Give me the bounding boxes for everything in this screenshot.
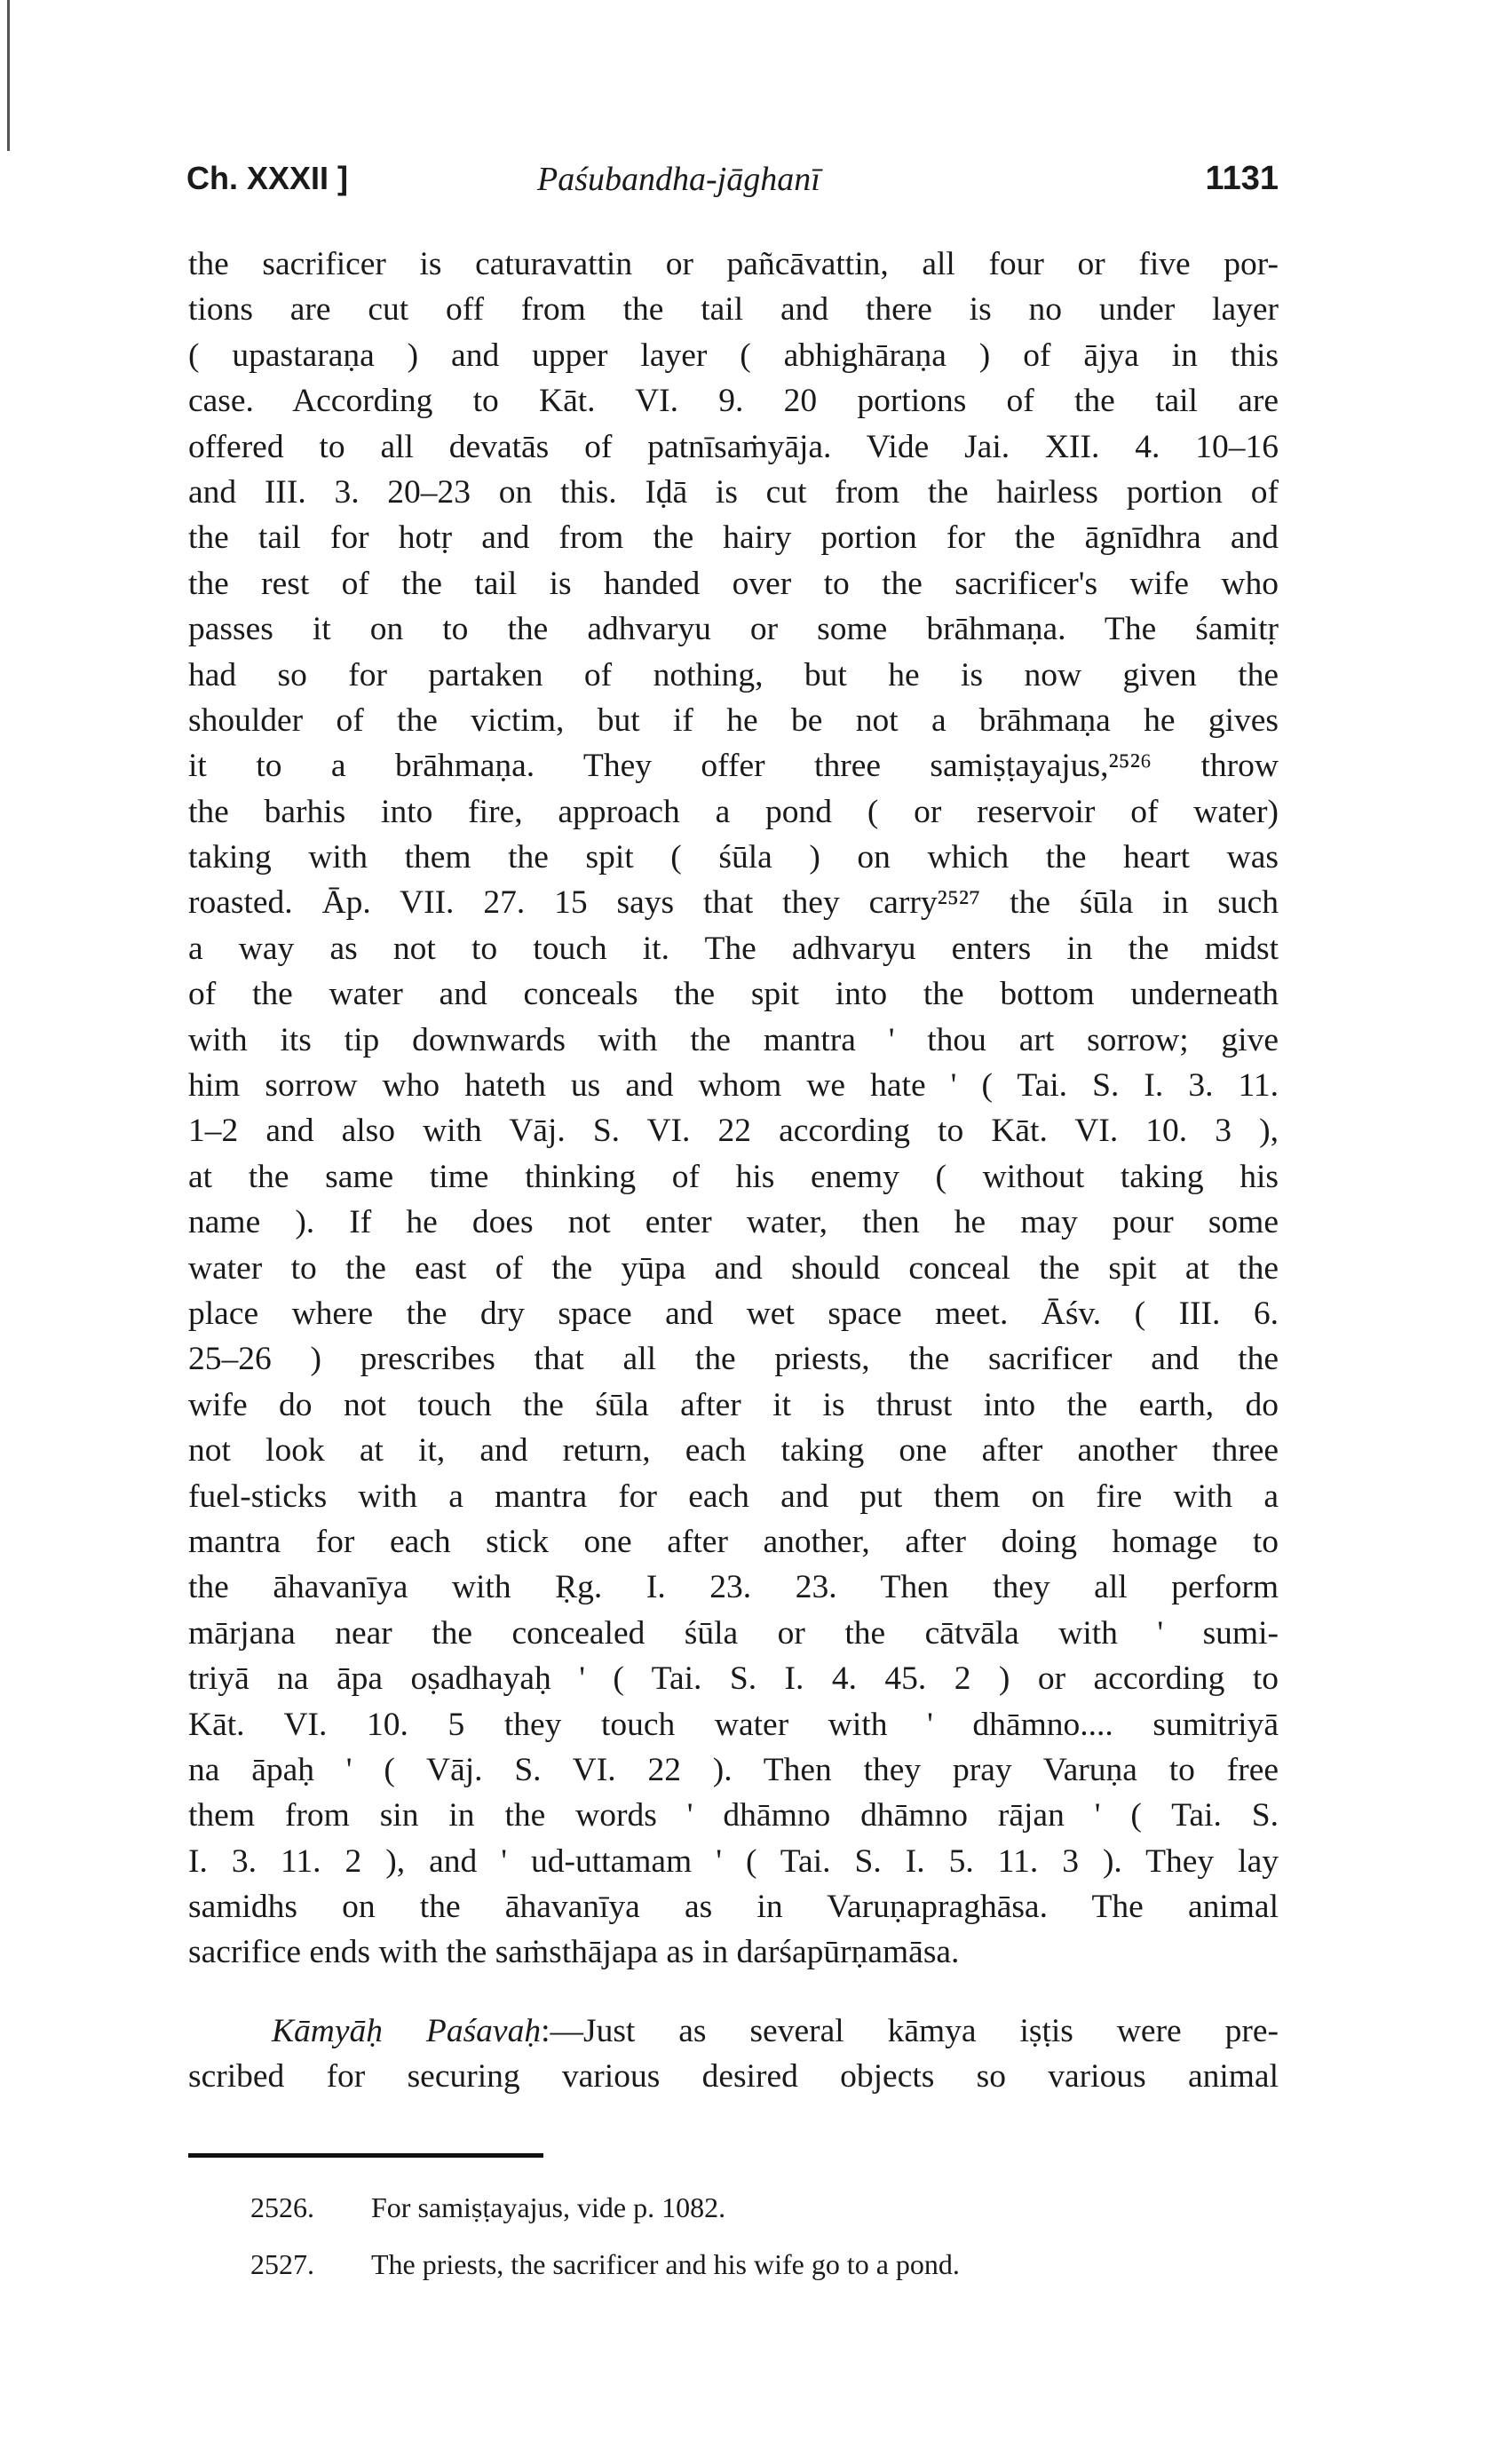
footnote-divider [188, 2153, 543, 2158]
text-line: a way as not to touch it. The adhvaryu enters in the midst [188, 930, 1279, 967]
footnotes [250, 2179, 1271, 2293]
text-line: the barhis into fire, approach a pond ( or reservoir of water) [188, 793, 1279, 830]
text-line: na āpaḥ ' ( Vāj. S. VI. 22 ). Then they pray Varuṇa to free [188, 1751, 1279, 1788]
footnote-number: 2526. [250, 2191, 314, 2223]
text-line: I. 3. 11. 2 ), and ' ud-uttamam ' ( Tai. S. I. 5. 11. 3 ). They lay [188, 1842, 1279, 1880]
footnote-text: For samiṣṭayajus, vide p. 1082. [371, 2191, 726, 2223]
text-line: mārjana near the concealed śūla or the cātvāla with ' sumi- [188, 1614, 1279, 1652]
text-line: with its tip downwards with the mantra ' thou art sorrow; give [188, 1021, 1279, 1058]
text-line: case. According to Kāt. VI. 9. 20 portions of the tail are [188, 383, 1279, 420]
footnote-2527 [250, 2236, 1271, 2293]
running-title: Paśubandha-jāghanī [537, 161, 820, 198]
text-line: passes it on to the adhvaryu or some brāhmaṇa. The śamitṛ [188, 611, 1279, 648]
text-line: water to the east of the yūpa and should conceal the spit at the [188, 1249, 1279, 1287]
text-line: it to a brāhmaṇa. They offer three samiṣṭayajus,²⁵²⁶ throw [188, 748, 1279, 785]
footnote-text: The priests, the sacrificer and his wife go to a pond. [371, 2248, 960, 2280]
footnote-number: 2527. [250, 2248, 314, 2280]
text-line: offered to all devatās of patnīsaṁyāja. Vide Jai. XII. 4. 10–16 [188, 428, 1279, 465]
chapter-label: Ch. XXXII ] [186, 160, 349, 196]
text-line: had so for partaken of nothing, but he is now given the [188, 656, 1279, 693]
text-line: and III. 3. 20–23 on this. Iḍā is cut from the hairless portion of [188, 473, 1279, 511]
text-line: the rest of the tail is handed over to the sacrificer's wife who [188, 565, 1279, 602]
text-line: 25–26 ) prescribes that all the priests, the sacrificer and the [188, 1341, 1279, 1378]
footnote-2526 [250, 2179, 1271, 2236]
text-line: Kāt. VI. 10. 5 they touch water with ' dhāmno.... sumitriyā [188, 1706, 1279, 1743]
text-line: taking with them the spit ( śūla ) on which the heart was [188, 839, 1279, 876]
text-line: tions are cut off from the tail and there is no under layer [188, 291, 1279, 329]
text-line: at the same time thinking of his enemy ( without taking his [188, 1158, 1279, 1195]
text-line: place where the dry space and wet space meet. Āśv. ( III. 6. [188, 1295, 1279, 1332]
text-line: samidhs on the āhavanīya as in Varuṇapraghāsa. The animal [188, 1889, 1279, 1926]
text-line: of the water and conceals the spit into the bottom underneath [188, 976, 1279, 1013]
text-line: scribed for securing various desired objects so various animal [188, 2058, 1279, 2096]
text-line: the sacrificer is caturavattin or pañcāvattin, all four or five por- [188, 246, 1279, 282]
text-line: mantra for each stick one after another, after doing homage to [188, 1523, 1279, 1560]
text-line: fuel-sticks with a mantra for each and put them on fire with a [188, 1478, 1279, 1515]
kamya-pasavah-paragraph [188, 2008, 1279, 2100]
text-line: roasted. Āp. VII. 27. 15 says that they carry²⁵²⁷ the śūla in such [188, 884, 1279, 922]
text-line: the āhavanīya with Ṛg. I. 23. 23. Then they all perform [188, 1569, 1279, 1606]
text-line: shoulder of the victim, but if he be not a brāhmaṇa he gives [188, 701, 1279, 739]
main-paragraph [188, 242, 1279, 1976]
text-line: them from sin in the words ' dhāmno dhāmno rājan ' ( Tai. S. [188, 1797, 1279, 1834]
section-lead: Kāmyāḥ Paśavaḥ [272, 2013, 542, 2049]
scan-edge-line [7, 0, 10, 151]
section-lead-rest: :—Just as several kāmya iṣṭis were pre- [541, 2013, 1279, 2049]
text-line: name ). If he does not enter water, then he may pour some [188, 1204, 1279, 1241]
text-line: sacrifice ends with the saṁsthājapa as in darśapūrṇamāsa. [188, 1934, 960, 1971]
page-header [186, 160, 1279, 213]
text-line: not look at it, and return, each taking one after another three [188, 1432, 1279, 1470]
text-line [188, 2008, 1279, 2054]
text-line: 1–2 and also with Vāj. S. VI. 22 according to Kāt. VI. 10. 3 ), [188, 1113, 1279, 1150]
text-line: the tail for hotṛ and from the hairy portion for the āgnīdhra and [188, 519, 1279, 557]
text-line: wife do not touch the śūla after it is thrust into the earth, do [188, 1386, 1279, 1423]
text-line: triyā na āpa oṣadhayaḥ ' ( Tai. S. I. 4. 45. 2 ) or according to [188, 1660, 1279, 1698]
text-line: ( upastaraṇa ) and upper layer ( abhighāraṇa ) of ājya in this [188, 337, 1279, 374]
text-line: him sorrow who hateth us and whom we hate ' ( Tai. S. I. 3. 11. [188, 1067, 1279, 1105]
page-number: 1131 [1205, 160, 1279, 197]
